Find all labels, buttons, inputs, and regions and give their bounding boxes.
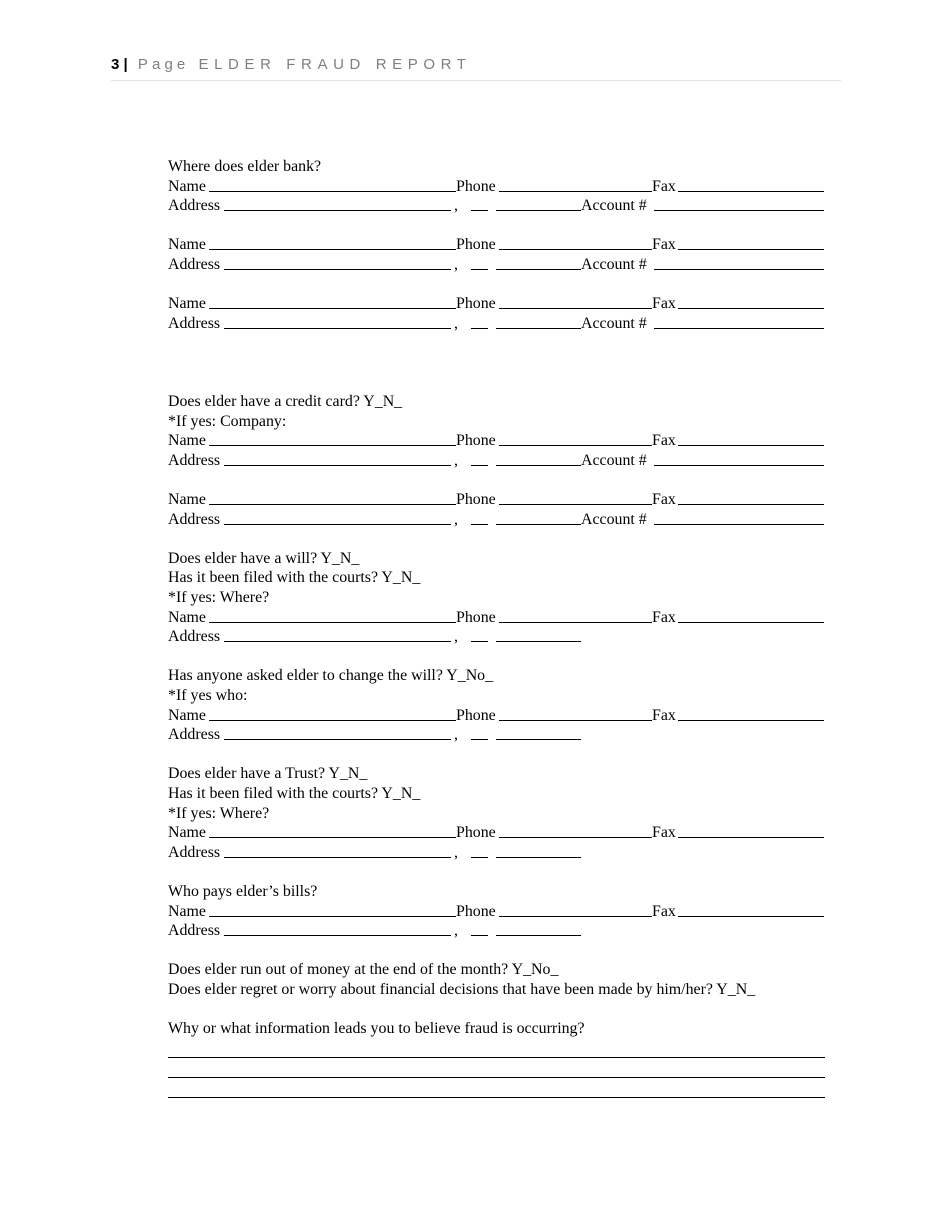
phone-label: Phone bbox=[456, 432, 496, 450]
address-account-row bbox=[168, 255, 830, 275]
credit-card-question: Does elder have a credit card? Y_N_ bbox=[168, 393, 403, 411]
fraud-question: Why or what information leads you to believe fraud is occurring? bbox=[168, 1020, 585, 1038]
fax-input[interactable] bbox=[678, 902, 824, 917]
state-input[interactable] bbox=[471, 921, 488, 936]
name-input[interactable] bbox=[209, 706, 456, 721]
state-input[interactable] bbox=[471, 314, 488, 329]
header-separator: | bbox=[123, 56, 128, 73]
change-will-question: Has anyone asked elder to change the will? Y_No_ bbox=[168, 667, 494, 685]
address-label: Address bbox=[168, 197, 221, 215]
name-label: Name bbox=[168, 706, 206, 724]
phone-label: Phone bbox=[456, 902, 496, 920]
address-input[interactable] bbox=[224, 725, 451, 740]
fax-label: Fax bbox=[652, 236, 676, 254]
fax-label: Fax bbox=[652, 491, 676, 509]
name-input[interactable] bbox=[209, 177, 456, 192]
phone-label: Phone bbox=[456, 236, 496, 254]
fax-label: Fax bbox=[652, 432, 676, 450]
address-account-row bbox=[168, 451, 830, 471]
zip-input[interactable] bbox=[496, 843, 581, 858]
state-input[interactable] bbox=[471, 627, 488, 642]
fraud-answer-line[interactable] bbox=[168, 1078, 825, 1098]
fax-input[interactable] bbox=[678, 431, 824, 446]
page-label: Page bbox=[137, 56, 190, 73]
account-input[interactable] bbox=[654, 255, 824, 270]
contact-name-row bbox=[168, 177, 830, 197]
account-label: Account # bbox=[581, 255, 647, 273]
name-input[interactable] bbox=[209, 902, 456, 917]
address-label: Address bbox=[168, 510, 221, 528]
state-input[interactable] bbox=[471, 510, 488, 525]
phone-input[interactable] bbox=[499, 235, 652, 250]
address-label: Address bbox=[168, 451, 221, 469]
address-input[interactable] bbox=[224, 843, 451, 858]
phone-input[interactable] bbox=[499, 608, 652, 623]
trust-if-yes: *If yes: Where? bbox=[168, 804, 270, 822]
account-label: Account # bbox=[581, 314, 647, 332]
address-comma: , bbox=[454, 628, 458, 646]
will-if-yes: *If yes: Where? bbox=[168, 589, 270, 607]
phone-label: Phone bbox=[456, 177, 496, 195]
money-question: Does elder run out of money at the end of the month? Y_No_ bbox=[168, 961, 559, 979]
fraud-answer-line[interactable] bbox=[168, 1039, 825, 1059]
state-input[interactable] bbox=[471, 255, 488, 270]
address-comma: , bbox=[454, 314, 458, 332]
name-label: Name bbox=[168, 177, 206, 195]
trust-filed-question: Has it been filed with the courts? Y_N_ bbox=[168, 785, 421, 803]
phone-label: Phone bbox=[456, 608, 496, 626]
address-comma: , bbox=[454, 510, 458, 528]
phone-input[interactable] bbox=[499, 177, 652, 192]
address-comma: , bbox=[454, 197, 458, 215]
account-label: Account # bbox=[581, 197, 647, 215]
fax-input[interactable] bbox=[678, 235, 824, 250]
account-input[interactable] bbox=[654, 196, 824, 211]
trust-question: Does elder have a Trust? Y_N_ bbox=[168, 765, 368, 783]
phone-input[interactable] bbox=[499, 706, 652, 721]
address-label: Address bbox=[168, 314, 221, 332]
contact-name-row bbox=[168, 431, 830, 451]
zip-input[interactable] bbox=[496, 314, 581, 329]
zip-input[interactable] bbox=[496, 451, 581, 466]
state-input[interactable] bbox=[471, 725, 488, 740]
address-comma: , bbox=[454, 726, 458, 744]
phone-label: Phone bbox=[456, 295, 496, 313]
zip-input[interactable] bbox=[496, 510, 581, 525]
address-label: Address bbox=[168, 726, 221, 744]
address-row bbox=[168, 921, 830, 941]
address-comma: , bbox=[454, 843, 458, 861]
name-label: Name bbox=[168, 432, 206, 450]
fax-input[interactable] bbox=[678, 490, 824, 505]
name-input[interactable] bbox=[209, 235, 456, 250]
address-input[interactable] bbox=[224, 921, 451, 936]
name-input[interactable] bbox=[209, 490, 456, 505]
address-account-row bbox=[168, 314, 830, 334]
phone-input[interactable] bbox=[499, 431, 652, 446]
contact-name-row bbox=[168, 235, 830, 255]
bills-question: Who pays elder’s bills? bbox=[168, 882, 318, 900]
fax-label: Fax bbox=[652, 706, 676, 724]
fax-input[interactable] bbox=[678, 706, 824, 721]
address-input[interactable] bbox=[224, 314, 451, 329]
zip-input[interactable] bbox=[496, 255, 581, 270]
phone-input[interactable] bbox=[499, 902, 652, 917]
document-title: ELDER FRAUD REPORT bbox=[198, 56, 472, 73]
account-input[interactable] bbox=[654, 510, 824, 525]
fax-label: Fax bbox=[652, 902, 676, 920]
name-input[interactable] bbox=[209, 608, 456, 623]
contact-name-row bbox=[168, 823, 830, 843]
fax-input[interactable] bbox=[678, 294, 824, 309]
page-number: 3 bbox=[111, 56, 120, 73]
address-comma: , bbox=[454, 255, 458, 273]
bank-question: Where does elder bank? bbox=[168, 158, 322, 175]
address-input[interactable] bbox=[224, 510, 451, 525]
will-question: Does elder have a will? Y_N_ bbox=[168, 549, 360, 567]
address-account-row bbox=[168, 196, 830, 216]
address-label: Address bbox=[168, 922, 221, 940]
account-input[interactable] bbox=[654, 314, 824, 329]
phone-input[interactable] bbox=[499, 490, 652, 505]
fax-label: Fax bbox=[652, 824, 676, 842]
account-label: Account # bbox=[581, 510, 647, 528]
address-row bbox=[168, 725, 830, 745]
address-row bbox=[168, 627, 830, 647]
will-filed-question: Has it been filed with the courts? Y_N_ bbox=[168, 569, 421, 587]
page-header bbox=[111, 55, 841, 81]
zip-input[interactable] bbox=[496, 725, 581, 740]
fax-input[interactable] bbox=[678, 608, 824, 623]
name-label: Name bbox=[168, 295, 206, 313]
name-label: Name bbox=[168, 824, 206, 842]
name-label: Name bbox=[168, 608, 206, 626]
contact-name-row bbox=[168, 902, 830, 922]
address-comma: , bbox=[454, 922, 458, 940]
address-input[interactable] bbox=[224, 255, 451, 270]
account-input[interactable] bbox=[654, 451, 824, 466]
address-label: Address bbox=[168, 255, 221, 273]
account-label: Account # bbox=[581, 451, 647, 469]
zip-input[interactable] bbox=[496, 921, 581, 936]
phone-input[interactable] bbox=[499, 294, 652, 309]
name-label: Name bbox=[168, 236, 206, 254]
fraud-answer-line[interactable] bbox=[168, 1058, 825, 1078]
fax-label: Fax bbox=[652, 177, 676, 195]
address-row bbox=[168, 843, 830, 863]
name-input[interactable] bbox=[209, 431, 456, 446]
contact-name-row bbox=[168, 490, 830, 510]
fax-label: Fax bbox=[652, 295, 676, 313]
state-input[interactable] bbox=[471, 196, 488, 211]
address-account-row bbox=[168, 510, 830, 530]
name-input[interactable] bbox=[209, 823, 456, 838]
contact-name-row bbox=[168, 706, 830, 726]
phone-input[interactable] bbox=[499, 823, 652, 838]
fax-input[interactable] bbox=[678, 823, 824, 838]
address-input[interactable] bbox=[224, 627, 451, 642]
fax-label: Fax bbox=[652, 608, 676, 626]
phone-label: Phone bbox=[456, 491, 496, 509]
name-input[interactable] bbox=[209, 294, 456, 309]
contact-name-row bbox=[168, 294, 830, 314]
contact-name-row bbox=[168, 608, 830, 628]
state-input[interactable] bbox=[471, 451, 488, 466]
state-input[interactable] bbox=[471, 843, 488, 858]
address-label: Address bbox=[168, 628, 221, 646]
phone-label: Phone bbox=[456, 824, 496, 842]
fax-input[interactable] bbox=[678, 177, 824, 192]
regret-question: Does elder regret or worry about financial decisions that have been made by him/her? Y_N_ bbox=[168, 980, 756, 998]
address-input[interactable] bbox=[224, 196, 451, 211]
phone-label: Phone bbox=[456, 706, 496, 724]
zip-input[interactable] bbox=[496, 627, 581, 642]
form-body bbox=[168, 157, 830, 1098]
name-label: Name bbox=[168, 902, 206, 920]
address-label: Address bbox=[168, 843, 221, 861]
address-comma: , bbox=[454, 451, 458, 469]
address-input[interactable] bbox=[224, 451, 451, 466]
name-label: Name bbox=[168, 491, 206, 509]
credit-card-if-yes: *If yes: Company: bbox=[168, 412, 287, 430]
change-will-if-yes: *If yes who: bbox=[168, 687, 248, 705]
zip-input[interactable] bbox=[496, 196, 581, 211]
